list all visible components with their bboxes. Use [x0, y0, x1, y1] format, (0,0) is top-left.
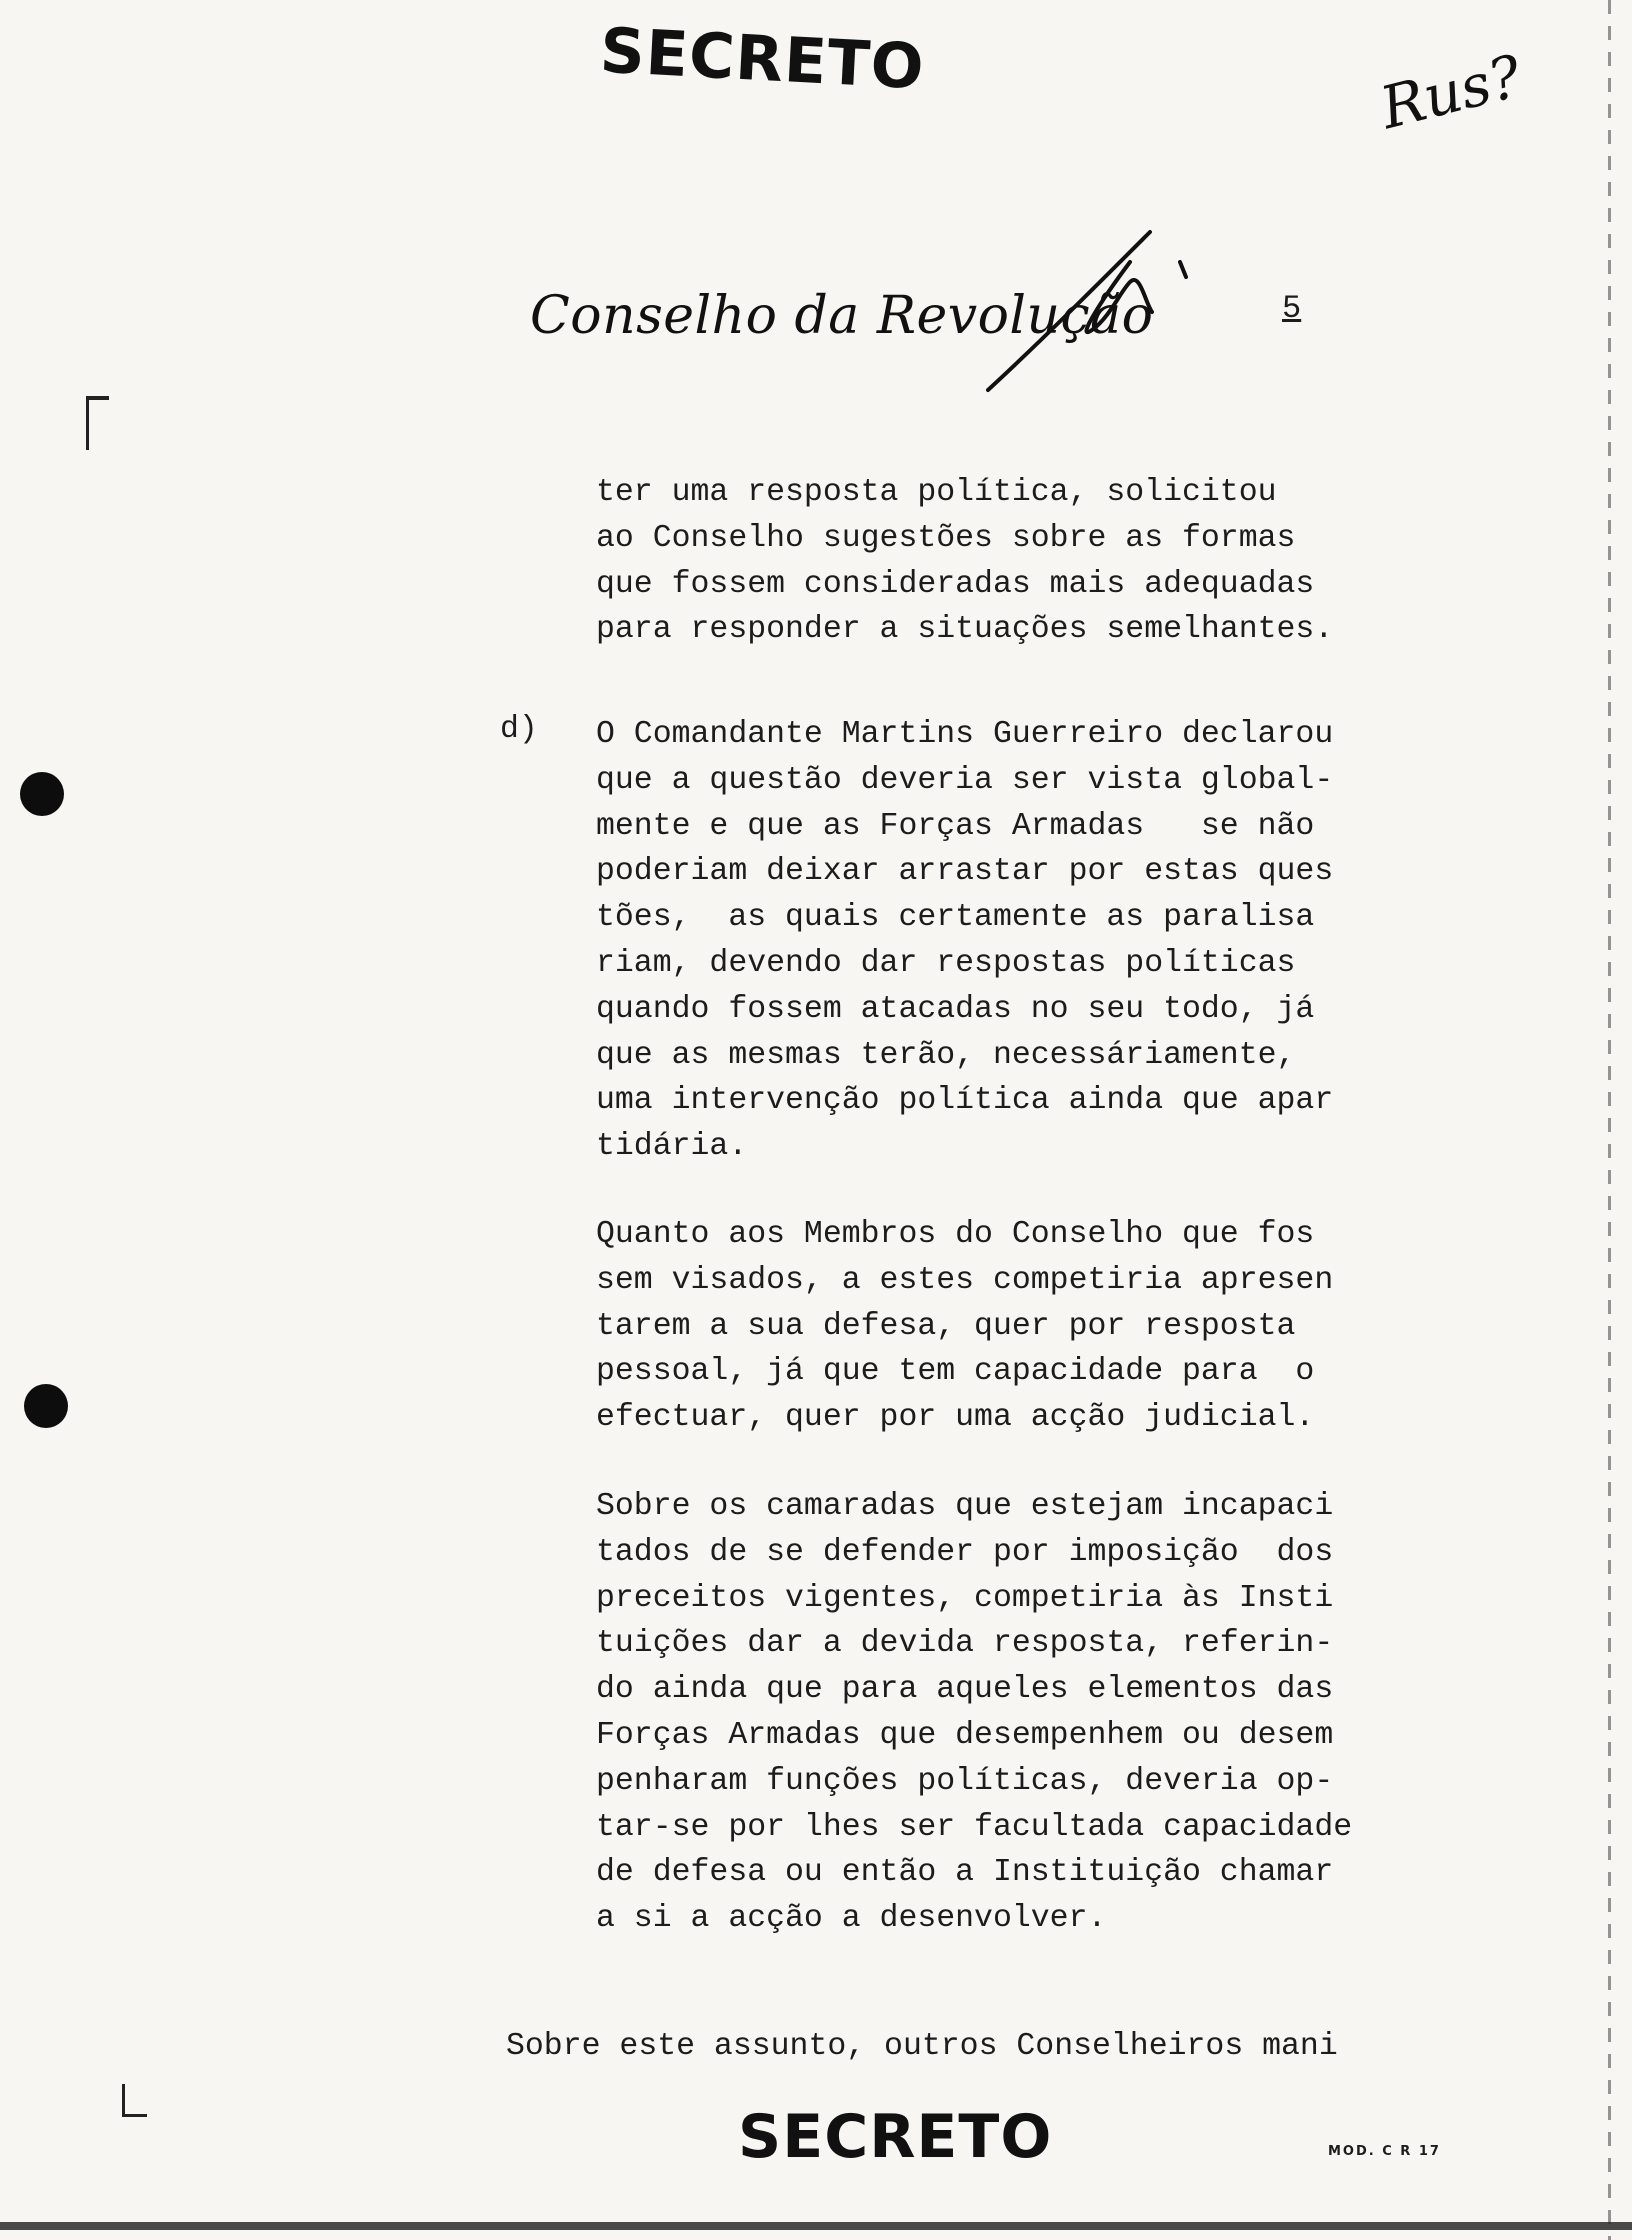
signature-mark: [980, 222, 1230, 402]
paragraph-final: Sobre este assunto, outros Conselheiros mani: [506, 2029, 1338, 2064]
item-d-label: d): [500, 712, 538, 747]
page-edge-right: [1608, 0, 1611, 2240]
page-number: 5: [1282, 290, 1302, 327]
classification-stamp-top: SECRETO: [598, 13, 927, 104]
paragraph-d: O Comandante Martins Guerreiro declarou que a questão deveria ser vista global- mente e que as Forças Armadas se não poderiam deixar arrastar por estas ques tões, as quais certamente as paralisa riam, devendo dar respostas políticas quando fossem atacadas no seu todo, já que as mesmas terão, necessáriamente, uma intervenção política ainda que apar tidária.: [596, 717, 1334, 1165]
punch-hole: [24, 1384, 68, 1428]
corner-mark: [86, 396, 109, 450]
page-edge-bottom: [0, 2222, 1632, 2230]
paragraph-sobre: Sobre os camaradas que estejam incapaci tados de se defender por imposição dos preceitos vigentes, competiria às Insti tuições dar a devida resposta, referin- do ainda que para aqueles elementos das Forças Armadas que desempenhem ou desem penharam funções políticas, deveria op- tar-se por lhes ser facultada capacidade de defesa ou então a Instituição chamar a si a acção a desenvolver.: [596, 1489, 1353, 1937]
corner-mark: [122, 2084, 147, 2117]
classification-stamp-bottom: SECRETO: [738, 2102, 1053, 2172]
paragraph-quanto: Quanto aos Membros do Conselho que fos sem visados, a estes competiria apresen tarem a sua defesa, quer por resposta pessoal, já que tem capacidade para o efectuar, quer por uma acção judicial.: [596, 1217, 1334, 1436]
punch-hole: [20, 772, 64, 816]
form-code: MOD. C R 17: [1328, 2144, 1441, 2159]
letterhead: Conselho da Revolução: [530, 286, 1154, 346]
paragraph-c-continuation: ter uma resposta política, solicitou ao Conselho sugestões sobre as formas que fossem consideradas mais adequadas para responder a situações semelhantes.: [596, 475, 1334, 648]
handwritten-initials: Rus?: [1373, 41, 1529, 143]
